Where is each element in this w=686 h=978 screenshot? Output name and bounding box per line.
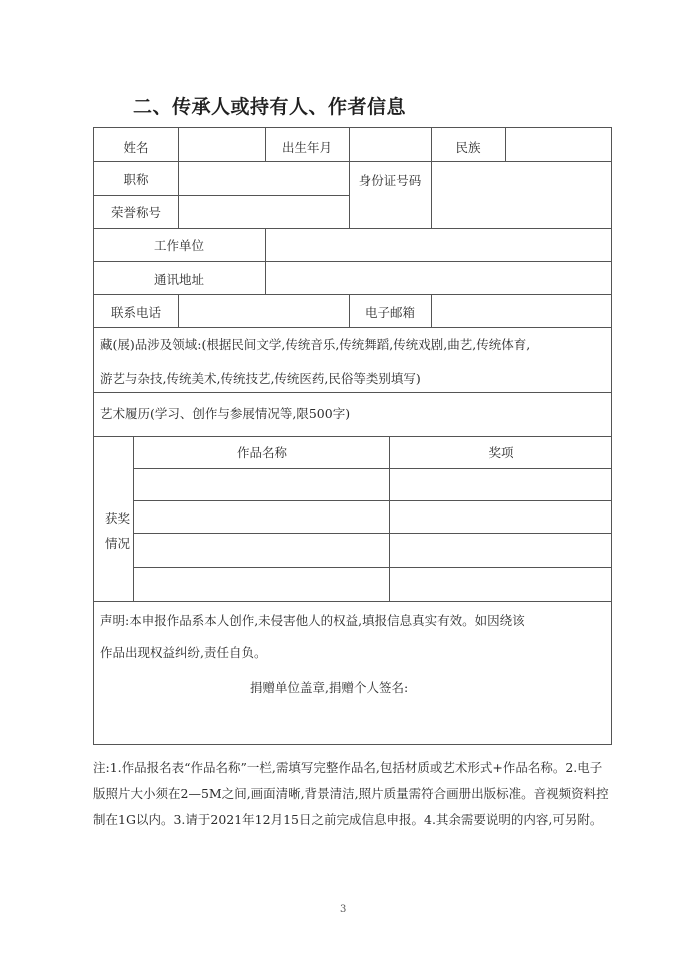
table-border-top: [93, 127, 612, 128]
statement-line1: 声明:本申报作品系本人创作,未侵害他人的权益,填报信息真实有效。如因绕该: [100, 613, 525, 628]
awards-row-line: [133, 468, 612, 469]
col-line: [505, 127, 506, 161]
email-label: 电子邮箱: [364, 305, 416, 320]
row-line: [93, 601, 612, 602]
col-line: [178, 161, 179, 228]
col-line: [265, 228, 266, 294]
name-label: 姓名: [123, 140, 149, 155]
notes-paragraph: 注:1.作品报名表“作品名称”一栏,需填写完整作品名,包括材质或艺术形式+作品名称。2.电子版照片大小须在2—5M之间,画面清晰,背景清洁,照片质量需符合画册出版标准。音视频资料控制在1G以内。3.请于2021年12月15日之前完成信息申报。4.其余需要说明的内容,可另附。: [93, 760, 609, 827]
col-line: [349, 127, 350, 161]
col-line: [431, 127, 432, 161]
awards-row-line: [133, 567, 612, 568]
row-line: [93, 392, 612, 393]
row-line: [93, 261, 612, 262]
row-line: [93, 327, 612, 328]
row-line: [93, 161, 612, 162]
awards-label-divider: [133, 436, 134, 601]
ethnicity-label: 民族: [455, 140, 481, 155]
phone-label: 联系电话: [110, 305, 162, 320]
employer-label: 工作单位: [153, 238, 205, 253]
awards-row-line: [133, 533, 612, 534]
awards-label-2: 情况: [105, 536, 131, 551]
page-number: 3: [340, 904, 347, 915]
awards-row-line: [133, 500, 612, 501]
title-label: 职称: [123, 172, 149, 187]
id-number-label: 身份证号码: [358, 173, 422, 188]
birth-label: 出生年月: [281, 140, 333, 155]
statement-line2: 作品出现权益纠纷,责任自负。: [100, 645, 267, 660]
col-line: [431, 161, 432, 228]
row-line: [93, 195, 349, 196]
row-line: [93, 294, 612, 295]
table-border-bottom: [93, 744, 612, 745]
awards-label-1: 获奖: [105, 511, 131, 526]
domain-text-line1: 藏(展)品涉及领域:(根据民间文学,传统音乐,传统舞蹈,传统戏剧,曲艺,传统体育,: [100, 337, 531, 352]
signature-line: 捐赠单位盖章,捐赠个人签名:: [250, 680, 409, 695]
section-heading: 二、传承人或持有人、作者信息: [133, 96, 407, 118]
awards-col-divider: [389, 436, 390, 601]
col-line: [178, 127, 179, 161]
col-line: [265, 127, 266, 161]
col-line: [349, 294, 350, 327]
award-header: 奖项: [488, 445, 514, 460]
work-name-header: 作品名称: [236, 445, 288, 460]
honor-label: 荣誉称号: [110, 205, 162, 220]
row-line: [93, 436, 612, 437]
info-form-table: [93, 127, 612, 745]
col-line: [178, 294, 179, 327]
address-label: 通讯地址: [153, 272, 205, 287]
col-line: [431, 294, 432, 327]
col-line: [349, 161, 350, 228]
row-line: [93, 228, 612, 229]
domain-text-line2: 游艺与杂技,传统美术,传统技艺,传统医药,民俗等类别填写): [100, 371, 421, 386]
resume-label: 艺术履历(学习、创作与参展情况等,限500字): [100, 406, 351, 421]
